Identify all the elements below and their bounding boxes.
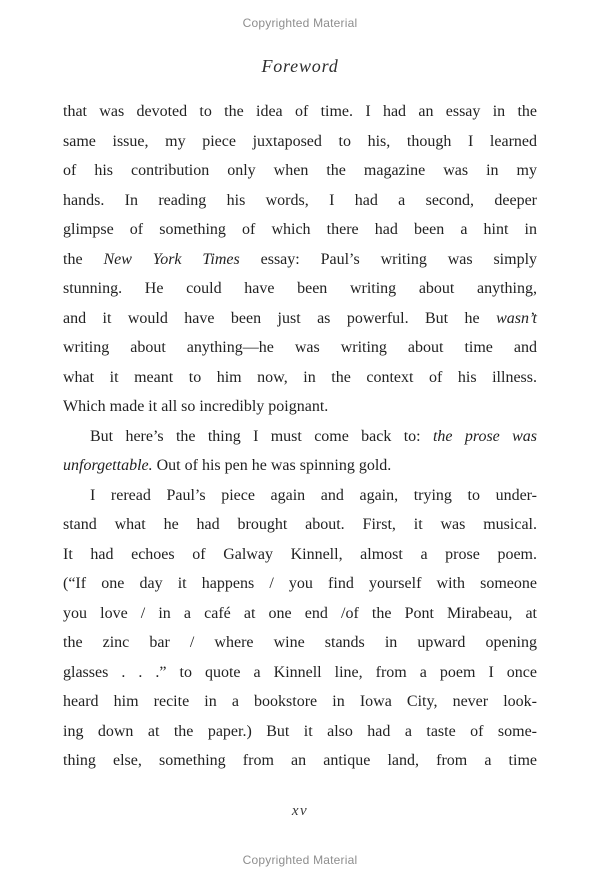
text-line: the New York Times essay: Paul’s writing was simply xyxy=(63,250,538,268)
text-line: unforgettable. Out of his pen he was spinning gold. xyxy=(63,457,392,474)
copyright-notice-top: Copyrighted Material xyxy=(242,16,358,30)
copyright-notice-bottom: Copyrighted Material xyxy=(242,853,358,867)
text-line: glimpse of something of which there had been a hint in xyxy=(63,221,537,238)
text-line: stunning. He could have been writing about anything, xyxy=(63,280,537,297)
text-line: same issue, my piece juxtaposed to his, though I learned xyxy=(63,132,537,150)
chapter-title: Foreword xyxy=(261,56,339,76)
text-line: you love / in a café at one end /of the Pont Mirabeau, at xyxy=(63,604,537,622)
text-line: (“If one day it happens / you find yourself with someone xyxy=(63,575,537,592)
text-line: But here’s the thing I must come back to: the prose was xyxy=(90,427,538,445)
text-line: and it would have been just as powerful. But he wasn’t xyxy=(63,309,537,327)
text-line: glasses . . .” to quote a Kinnell line, from a poem I once xyxy=(63,663,537,681)
text-line: of his contribution only when the magazine was in my xyxy=(63,162,537,179)
text-line: thing else, something from an antique land, from a time xyxy=(63,752,537,769)
text-line: hands. In reading his words, I had a second, deeper xyxy=(63,191,537,209)
text-line: heard him recite in a bookstore in Iowa City, never look- xyxy=(63,693,537,710)
page-number: xv xyxy=(291,803,309,819)
text-line: what it meant to him now, in the context of his illness. xyxy=(63,368,537,386)
text-line: ing down at the paper.) But it also had a taste of some- xyxy=(63,722,537,740)
text-line: It had echoes of Galway Kinnell, almost a prose poem. xyxy=(63,545,537,563)
text-line: I reread Paul’s piece again and again, trying to under- xyxy=(90,486,537,504)
text-line: the zinc bar / where wine stands in upward opening xyxy=(63,634,537,651)
text-line: that was devoted to the idea of time. I had an essay in the xyxy=(63,103,537,120)
text-line: writing about anything—he was writing about time and xyxy=(63,339,537,356)
body-text xyxy=(63,97,537,776)
text-line: Which made it all so incredibly poignant. xyxy=(63,398,329,415)
text-line: stand what he had brought about. First, it was musical. xyxy=(63,516,537,533)
